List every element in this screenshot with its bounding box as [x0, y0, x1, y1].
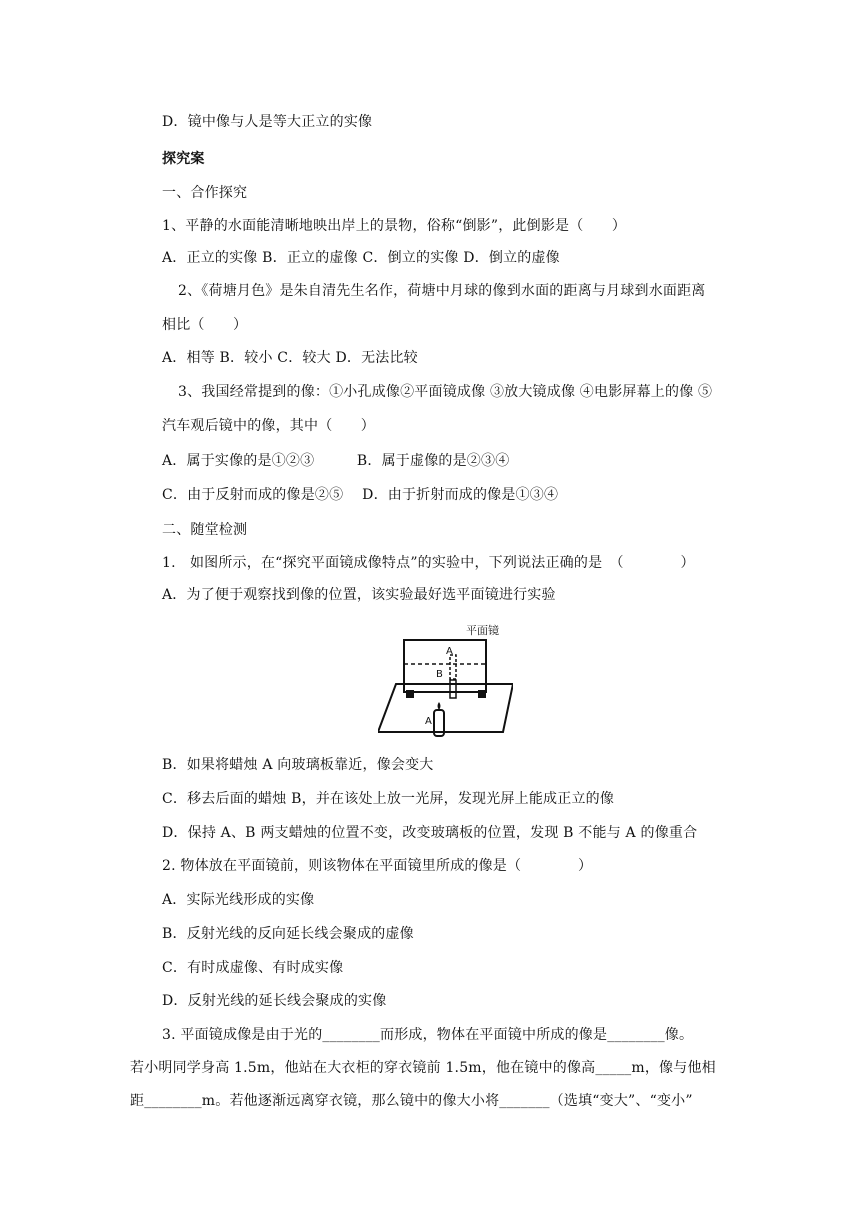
test-question-2-option-b: B．反射光线的反向延长线会聚成的虚像 [162, 926, 414, 942]
question-3: 3、我国经常提到的像：①小孔成像②平面镜成像 ③放大镜成像 ④电影屏幕上的像 ⑤ [178, 384, 713, 400]
test-question-3: 3. 平面镜成像是由于光的________而形成，物体在平面镜中所成的像是________像。 [162, 1027, 694, 1043]
question-2-options: A．相等 B．较小 C．较大 D．无法比较 [162, 350, 418, 366]
question-1-options: A．正立的实像 B．正立的虚像 C．倒立的实像 D．倒立的虚像 [162, 250, 560, 266]
test-question-1-option-d: D．保持 A、B 两支蜡烛的位置不变，改变玻璃板的位置，发现 B 不能与 A 的像重合 [162, 825, 698, 841]
test-question-2-option-d: D．反射光线的延长线会聚成的实像 [162, 993, 387, 1009]
test-question-1-option-c: C．移去后面的蜡烛 B，并在该处上放一光屏，发现光屏上能成正立的像 [162, 791, 615, 807]
question-3-options-cd: C．由于反射而成的像是②⑤ D．由于折射而成的像是①③④ [162, 487, 559, 503]
test-question-1-option-b: B．如果将蜡烛 A 向玻璃板靠近，像会变大 [162, 757, 434, 773]
subsection-heading-2: 二、随堂检测 [162, 522, 248, 538]
label-b: B [436, 669, 443, 680]
section-heading: 探究案 [162, 151, 205, 167]
question-2: 2、《荷塘月色》是朱自清先生名作，荷塘中月球的像到水面的距离与月球到水面距离 [178, 283, 706, 299]
test-question-1: 1. 如图所示，在“探究平面镜成像特点”的实验中，下列说法正确的是 （ ） [162, 555, 695, 571]
experiment-diagram [378, 620, 513, 738]
mirror-label: 平面镜 [466, 624, 499, 637]
test-question-2-option-c: C．有时成虚像、有时成实像 [162, 960, 344, 976]
question-2-cont: 相比（ ） [162, 317, 248, 333]
test-question-2-option-a: A．实际光线形成的实像 [162, 892, 315, 908]
subsection-heading: 一、合作探究 [162, 185, 248, 201]
label-a-image: A [446, 646, 453, 657]
question-1: 1、平静的水面能清晰地映出岸上的景物，俗称“倒影”，此倒影是（ ） [162, 218, 627, 234]
plane-mirror-figure [378, 620, 513, 738]
label-a-candle: A [425, 716, 432, 727]
question-3-cont: 汽车观后镜中的像，其中（ ） [162, 418, 375, 434]
test-question-3-cont: 若小明同学身高 1.5m，他站在大衣柜的穿衣镜前 1.5m，他在镜中的像高_____m，像与他相 [130, 1060, 716, 1076]
test-question-2: 2. 物体放在平面镜前，则该物体在平面镜里所成的像是（ ） [162, 858, 593, 874]
test-question-1-option-a: A．为了便于观察找到像的位置，该实验最好选平面镜进行实验 [162, 587, 556, 603]
question-3-options-ab: A．属于实像的是①②③ B．属于虚像的是②③④ [162, 453, 510, 469]
test-question-3-cont-2: 距________m。若他逐渐远离穿衣镜，那么镜中的像大小将_______（选填“变大”、“变小” [130, 1093, 693, 1109]
option-d-line: D．镜中像与人是等大正立的实像 [162, 114, 373, 130]
